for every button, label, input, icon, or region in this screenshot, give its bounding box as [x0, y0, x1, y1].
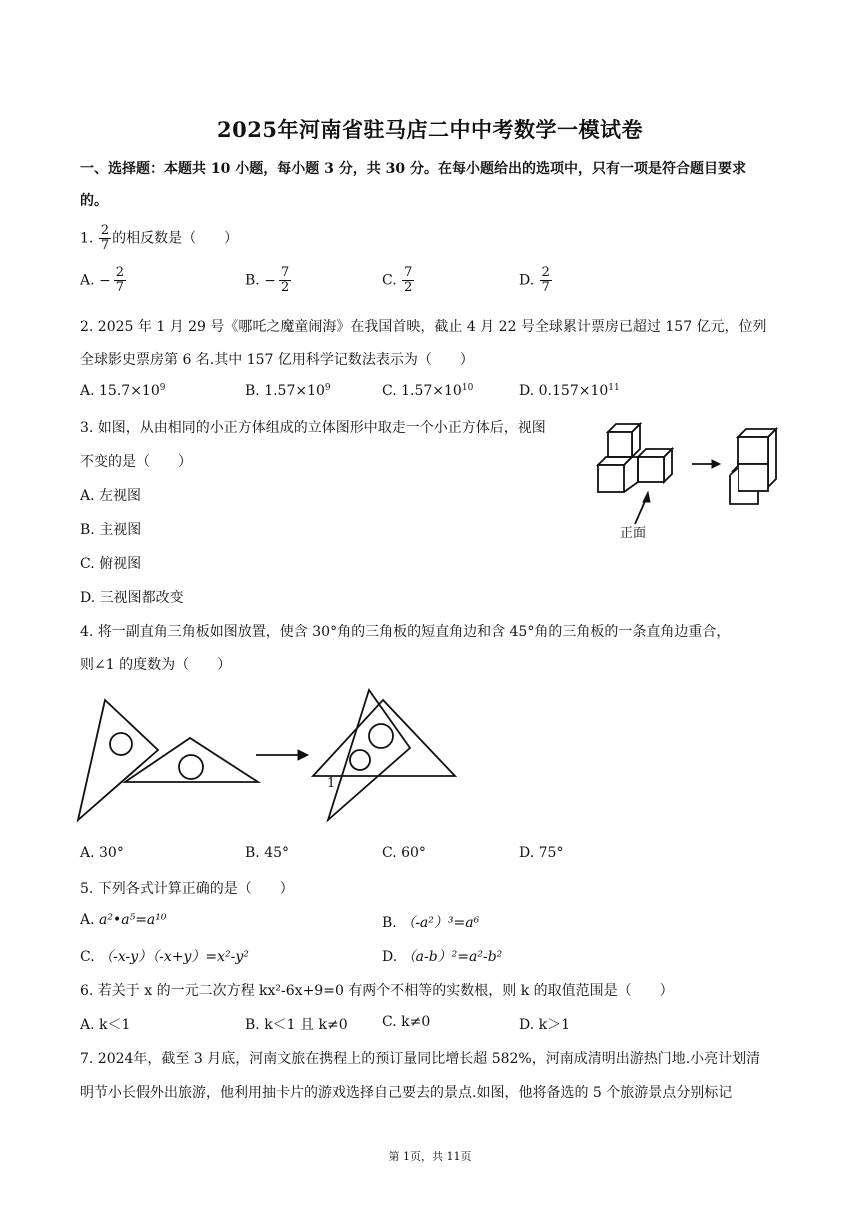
question-3-option-b[interactable]: B. 主视图	[80, 522, 142, 538]
question-1-option-a[interactable]: A. − $\frac{2}{7}$	[80, 265, 125, 295]
page-title: 2025年河南省驻马店二中中考数学一模试卷	[217, 117, 643, 142]
cube-stack-original	[598, 424, 672, 492]
set-square-30-left	[78, 700, 158, 820]
question-4-option-a[interactable]: A. 30°	[80, 845, 124, 861]
question-4-option-d[interactable]: D. 75°	[519, 845, 564, 861]
figure-arrow-head	[298, 750, 308, 760]
question-1-option-c[interactable]: C. $\frac{7}{2}$	[382, 265, 413, 295]
question-3-option-a[interactable]: A. 左视图	[80, 488, 142, 504]
question-3-option-c[interactable]: C. 俯视图	[80, 556, 142, 572]
question-2-option-c[interactable]: C. $1.57\times 10^{10}$	[382, 383, 474, 399]
question-5-stem: 5. 下列各式计算正确的是（ ）	[80, 881, 294, 897]
question-7-stem: 7. 2024年，截至 3 月底，河南文旅在携程上的预订量同比增长超 582%，河南成清明出游热门地.小亮计划清	[80, 1051, 761, 1067]
transform-arrow-head	[712, 460, 720, 468]
question-1-stem: 1. $\frac{2}{7}$ 的相反数是（ ）	[80, 223, 239, 253]
triangle-figure	[70, 688, 470, 833]
set-square-hole	[179, 755, 203, 779]
question-4-stem: 4. 将一副直角三角板如图放置，使含 30°角的三角板的短直角边和含 45°角的三角板的一条直角边重合，	[80, 624, 731, 640]
question-2-option-a[interactable]: A. $15.7\times 10^9$	[80, 383, 166, 399]
front-arrow-head	[643, 492, 650, 502]
question-5-option-b[interactable]: B. （-a²）³=a⁶	[382, 915, 480, 931]
question-6-option-b[interactable]: B. k＜1 且 k≠0	[245, 1017, 348, 1033]
question-5-option-a[interactable]: A. a²•a⁵=a¹⁰	[80, 912, 167, 928]
question-4-stem-cont: 则∠1 的度数为（ ）	[80, 657, 232, 673]
question-6-option-c[interactable]: C. k≠0	[382, 1014, 431, 1030]
question-3-stem-cont: 不变的是（ ）	[80, 454, 192, 470]
page-footer: 第 1页，共 11页	[388, 1150, 472, 1163]
question-2-stem: 2. 2025 年 1 月 29 号《哪吒之魔童闹海》在我国首映，截止 4 月 22 号全球累计票房已超过 157 亿元，位列	[80, 319, 767, 335]
question-3-stem: 3. 如图，从由相同的小正方体组成的立体图形中取走一个小正方体后，视图	[80, 420, 546, 436]
question-6-option-d[interactable]: D. k＞1	[519, 1017, 571, 1033]
question-2-option-d[interactable]: D. $0.157\times 10^{11}$	[519, 383, 620, 399]
front-label: 正面	[620, 526, 647, 541]
question-1-option-b[interactable]: B. − $\frac{7}{2}$	[245, 265, 290, 295]
question-6-option-a[interactable]: A. k＜1	[80, 1017, 131, 1033]
cube-stack-result	[730, 429, 776, 504]
question-5-option-c[interactable]: C. （-x-y）（-x+y）=x²-y²	[80, 949, 249, 965]
question-2-option-b[interactable]: B. $1.57\times 10^9$	[245, 383, 331, 399]
set-square-45-left	[125, 738, 258, 782]
question-7-stem-cont: 明节小长假外出旅游，他利用抽卡片的游戏选择自己要去的景点.如图，他将备选的 5 个旅游景点分别标记	[80, 1085, 733, 1101]
section-heading-cont: 的。	[80, 193, 108, 209]
front-arrow-line	[635, 499, 646, 524]
set-square-hole	[350, 750, 370, 770]
question-2-stem-cont: 全球影史票房第 6 名.其中 157 亿用科学记数法表示为（ ）	[80, 352, 474, 368]
question-6-stem: 6. 若关于 x 的一元二次方程 kx²-6x+9=0 有两个不相等的实数根，则 k 的取值范围是（ ）	[80, 983, 674, 999]
fraction: $\frac{2}{7}$	[100, 223, 110, 253]
question-1-option-d[interactable]: D. $\frac{2}{7}$	[519, 265, 550, 295]
angle-1-label: 1	[327, 776, 336, 791]
set-square-hole	[369, 724, 393, 748]
question-3-option-d[interactable]: D. 三视图都改变	[80, 590, 184, 606]
section-heading: 一、选择题：本题共 10 小题，每小题 3 分，共 30 分。在每小题给出的选项中，只有一项是符合题目要求	[80, 161, 746, 177]
combined-set-squares	[313, 690, 455, 820]
question-4-option-c[interactable]: C. 60°	[382, 845, 426, 861]
set-square-hole	[110, 733, 132, 755]
question-5-option-d[interactable]: D. （a-b）²=a²-b²	[382, 949, 503, 965]
question-4-option-b[interactable]: B. 45°	[245, 845, 290, 861]
